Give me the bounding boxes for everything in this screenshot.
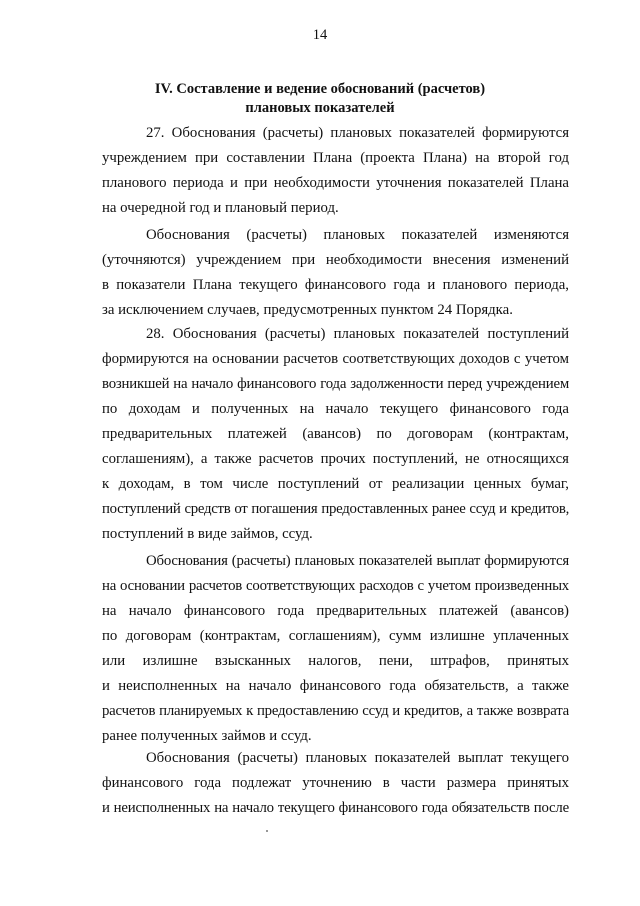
text-line: поступлений средств от погашения предоставленных ранее ссуд и кредитов, (102, 501, 569, 517)
text-line: Обоснования (расчеты) плановых показателей выплат формируются (146, 553, 569, 569)
text-line: и неисполненных на начало финансового года обязательств, а также (102, 678, 569, 694)
section-title (0, 80, 640, 118)
text-line: на начало финансового года предварительных платежей (авансов) (102, 603, 569, 619)
text-line: 28. Обоснования (расчеты) плановых показателей поступлений (146, 326, 569, 342)
text-line: по доходам и полученных на начало текущего финансового года (102, 401, 569, 417)
text-line: возникшей на начало финансового года задолженности перед учреждением (102, 376, 569, 392)
section-title-line-1: IV. Составление и ведение обоснований (расчетов) (154, 81, 486, 97)
text-line: по договорам (контрактам, соглашениям), сумм излишне уплаченных (102, 628, 569, 644)
paragraph-28-current-year (102, 746, 569, 821)
text-line: Обоснования (расчеты) плановых показателей изменяются (146, 227, 569, 243)
text-line: учреждением при составлении Плана (проекта Плана) на второй год (102, 150, 569, 166)
text-line: планового периода и при необходимости уточнения показателей Плана (102, 175, 569, 191)
paragraph-28-payments (102, 549, 569, 749)
text-line: к доходам, в том числе поступлений от реализации ценных бумаг, (102, 476, 569, 492)
paragraph-27 (102, 121, 569, 221)
text-line: поступлений в виде займов, ссуд. (102, 526, 313, 542)
section-title-line-2: плановых показателей (245, 100, 395, 116)
text-line: формируются на основании расчетов соответствующих доходов с учетом (102, 351, 569, 367)
paragraph-28 (102, 322, 569, 547)
page-number: 14 (312, 27, 328, 43)
text-line: на очередной год и плановый период. (102, 200, 339, 216)
text-line: соглашениям), а также расчетов прочих поступлений, не относящихся (102, 451, 569, 467)
text-line: Обоснования (расчеты) плановых показателей выплат текущего (146, 750, 569, 766)
text-line: (уточняются) учреждением при необходимости внесения изменений (102, 252, 569, 268)
scan-speck (266, 830, 268, 832)
text-line: в показатели Плана текущего финансового года и планового периода, (102, 277, 569, 293)
text-line: расчетов планируемых к предоставлению ссуд и кредитов, а также возврата (102, 703, 569, 719)
text-line: за исключением случаев, предусмотренных пунктом 24 Порядка. (102, 302, 513, 318)
text-line: на основании расчетов соответствующих расходов с учетом произведенных (102, 578, 569, 594)
paragraph-27-continued (102, 223, 569, 323)
text-line: и неисполненных на начало текущего финансового года обязательств после (102, 800, 569, 816)
text-line: или излишне взысканных налогов, пени, штрафов, принятых (102, 653, 569, 669)
text-line: 27. Обоснования (расчеты) плановых показателей формируются (146, 125, 569, 141)
text-line: финансового года подлежат уточнению в части размера принятых (102, 775, 569, 791)
text-line: ранее полученных займов и ссуд. (102, 728, 312, 744)
text-line: предварительных платежей (авансов) по договорам (контрактам, (102, 426, 569, 442)
